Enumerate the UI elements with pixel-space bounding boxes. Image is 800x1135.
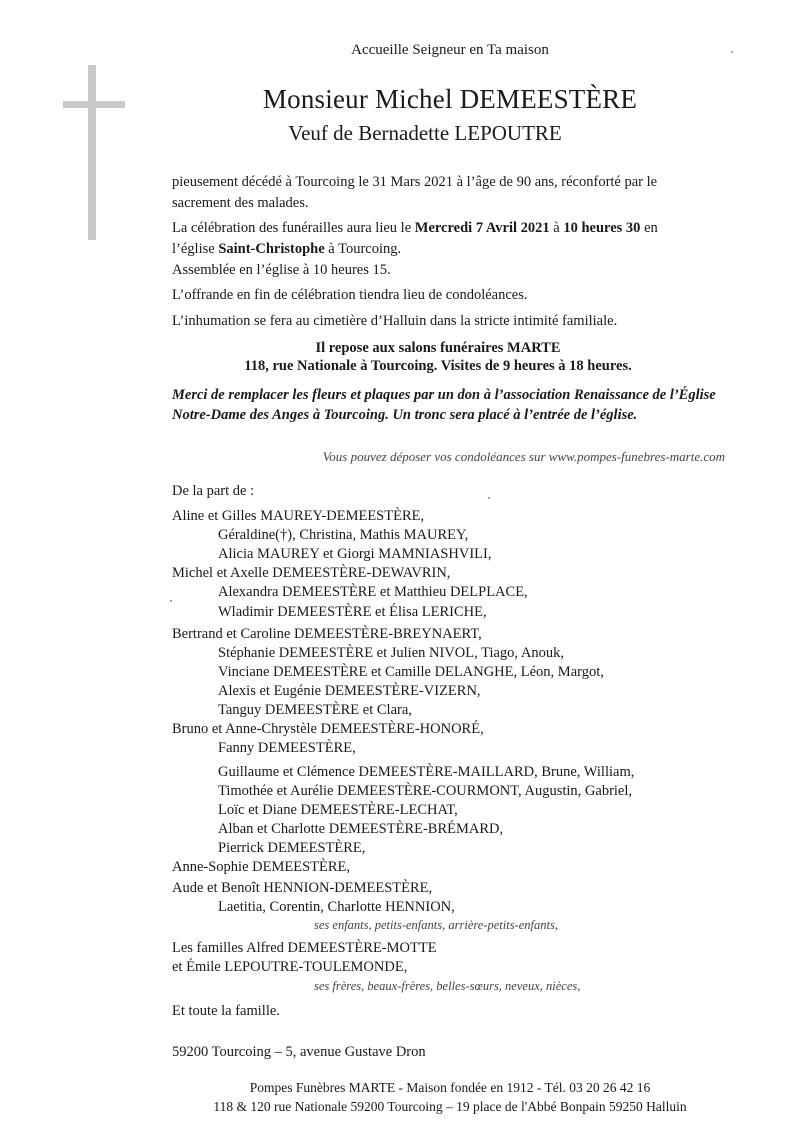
funeral-text: à [549,220,564,236]
family-line: Guillaume et Clémence DEMEESTÈRE-MAILLARD, Brune, William, [218,764,635,780]
home-address: 59200 Tourcoing – 5, avenue Gustave Dron [172,1044,426,1060]
scan-speck [170,600,172,602]
scan-speck [488,497,490,499]
family-line: Et toute la famille. [172,1003,280,1019]
family-line: Géraldine(†), Christina, Mathis MAUREY, [218,527,469,543]
condolences-note: Vous pouvez déposer vos condoléances sur www.pompes-funebres-marte.com [322,449,725,464]
funeral-time: 10 heures 30 [563,220,641,236]
family-line: Wladimir DEMEESTÈRE et Élisa LERICHE, [218,604,487,620]
family-line: Timothée et Aurélie DEMEESTÈRE-COURMONT, Augustin, Gabriel, [218,783,633,799]
family-line: et Émile LEPOUTRE-TOULEMONDE, [172,959,408,975]
family-line: Laetitia, Corentin, Charlotte HENNION, [218,899,455,915]
family-caption: ses frères, beaux-frères, belles-sœurs, neveux, nièces, [314,979,581,993]
family-line: Alicia MAUREY et Giorgi MAMNIASHVILI, [218,546,492,562]
visiting-hours-line: 118, rue Nationale à Tourcoing. Visites de 9 heures à 18 heures. [244,358,632,374]
family-line: Pierrick DEMEESTÈRE, [218,840,366,856]
funeral-date: Mercredi 7 Avril 2021 [414,220,550,236]
funeral-text: à Tourcoing. [324,241,402,257]
widow-of-line: Veuf de Bernadette LEPOUTRE [288,121,562,145]
family-line: Anne-Sophie DEMEESTÈRE, [172,859,351,875]
family-caption: ses enfants, petits-enfants, arrière-petits-enfants, [314,918,558,932]
assembly-paragraph: Assemblée en l’église à 10 heures 15. [172,262,391,278]
epigraph: Accueille Seigneur en Ta maison [351,42,549,58]
family-line: Bertrand et Caroline DEMEESTÈRE-BREYNAERT, [172,626,482,642]
funeral-paragraph [172,218,697,260]
family-line: Alexis et Eugénie DEMEESTÈRE-VIZERN, [218,683,481,699]
funeral-text: La célébration des funérailles aura lieu le [172,220,415,236]
family-line: Fanny DEMEESTÈRE, [218,740,356,756]
funeral-church: Saint-Christophe [218,241,325,257]
funeral-company-line: Pompes Funèbres MARTE - Maison fondée en 1912 - Tél. 03 20 26 42 16 [249,1080,651,1095]
family-line: Aline et Gilles MAUREY-DEMEESTÈRE, [172,508,425,524]
family-line: Alban et Charlotte DEMEESTÈRE-BRÉMARD, [218,821,504,837]
death-paragraph: pieusement décédé à Tourcoing le 31 Mars 2021 à l’âge de 90 ans, réconforté par le sacrement des malades. [172,174,658,211]
family-line: Aude et Benoît HENNION-DEMEESTÈRE, [172,880,433,896]
funeral-text: en l’église [172,220,658,257]
family-line: Stéphanie DEMEESTÈRE et Julien NIVOL, Tiago, Anouk, [218,645,564,661]
flowers-note: Merci de remplacer les fleurs et plaques par un don à l’association Renaissance de l’Église Notre-Dame des Anges à Tourcoing. Un tronc sera placé à l’entrée de l’église. [172,387,716,423]
family-line: Loïc et Diane DEMEESTÈRE-LECHAT, [218,802,458,818]
funeral-home-line: Il repose aux salons funéraires MARTE [315,340,561,356]
family-line: Alexandra DEMEESTÈRE et Matthieu DELPLACE, [218,584,528,600]
family-line: Tanguy DEMEESTÈRE et Clara, [218,702,412,718]
family-line: Les familles Alfred DEMEESTÈRE-MOTTE [172,940,437,956]
family-intro: De la part de : [172,483,255,499]
deceased-name: Monsieur Michel DEMEESTÈRE [262,84,638,114]
offering-paragraph: L’offrande en fin de célébration tiendra lieu de condoléances. [172,287,528,303]
family-line: Bruno et Anne-Chrystèle DEMEESTÈRE-HONORÉ, [172,721,484,737]
family-line: Michel et Axelle DEMEESTÈRE-DEWAVRIN, [172,565,451,581]
burial-paragraph: L’inhumation se fera au cimetière d’Halluin dans la stricte intimité familiale. [172,313,618,329]
family-line: Vinciane DEMEESTÈRE et Camille DELANGHE, Léon, Margot, [218,664,604,680]
funeral-company-address: 118 & 120 rue Nationale 59200 Tourcoing – 19 place de l'Abbé Bonpain 59250 Halluin [213,1099,687,1114]
